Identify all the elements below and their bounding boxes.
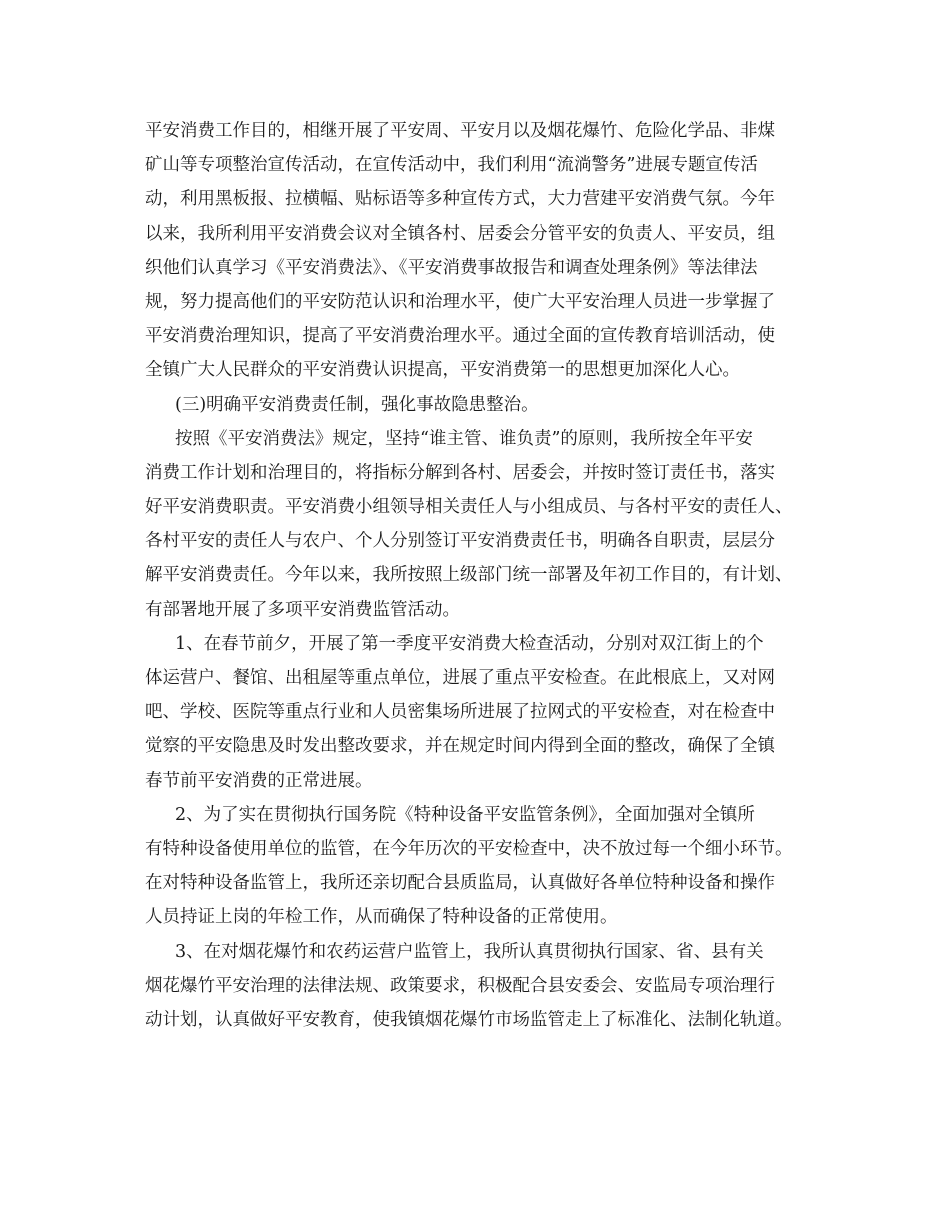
text-line: 春节前平安消费的正常进展。: [145, 770, 373, 791]
paragraph-first-line: 2、为了实在贯彻执行国务院《特种设备平安监管条例》，全面加强对全镇所: [175, 804, 755, 825]
text-line: 各村平安的责任人与农户、个人分别签订平安消费责任书，明确各自职责，层层分: [145, 531, 775, 552]
text-line: 人员持证上岗的年检工作，从而确保了特种设备的正常使用。: [145, 907, 618, 928]
text-line: 全镇广大人民群众的平安消费认识提高，平安消费第一的思想更加深化人心。: [145, 360, 740, 381]
text-line: 烟花爆竹平安治理的法律法规、政策要求，积极配合县安委会、安监局专项治理行: [145, 975, 775, 996]
text-line: 解平安消费责任。今年以来，我所按照上级部门统一部署及年初工作目的，有计划、: [145, 565, 793, 586]
text-line: 平安消费治理知识，提高了平安消费治理水平。通过全面的宣传教育培训活动，使: [145, 326, 775, 347]
paragraph-first-line: 按照《平安消费法》规定，坚持“谁主管、谁负责”的原则，我所按全年平安: [175, 428, 753, 449]
text-line: 矿山等专项整治宣传活动，在宣传活动中，我们利用“流淌警务”进展专题宣传活: [145, 155, 758, 176]
paragraph-first-line: 3、在对烟花爆竹和农药运营户监管上，我所认真贯彻执行国家、省、县有关: [175, 941, 764, 962]
text-line: 吧、学校、医院等重点行业和人员密集场所进展了拉网式的平安检查，对在检查中: [145, 702, 775, 723]
text-line: 平安消费工作目的，相继开展了平安周、平安月以及烟花爆竹、危险化学品、非煤: [145, 121, 775, 141]
text-line: 动计划，认真做好平安教育，使我镇烟花爆竹市场监管走上了标准化、法制化轨道。: [145, 1009, 793, 1030]
text-line: 织他们认真学习《平安消费法》、《平安消费事故报告和调查处理条例》等法律法: [145, 257, 758, 278]
text-line: 消费工作计划和治理目的，将指标分解到各村、居委会，并按时签订责任书，落实: [145, 462, 775, 483]
text-line: 在对特种设备监管上，我所还亲切配合县质监局，认真做好各单位特种设备和操作: [145, 873, 775, 894]
text-line: 有特种设备使用单位的监管，在今年历次的平安检查中，决不放过每一个细小环节。: [145, 838, 793, 859]
document-body: [145, 114, 835, 1037]
text-line: 觉察的平安隐患及时发出整改要求，并在规定时间内得到全面的整改，确保了全镇: [145, 736, 775, 757]
text-line: 规，努力提高他们的平安防范认识和治理水平，使广大平安治理人员进一步掌握了: [145, 291, 775, 312]
text-line: 动，利用黑板报、拉横幅、贴标语等多种宣传方式，大力营建平安消费气氛。今年: [145, 189, 775, 210]
paragraph-first-line: 1、在春节前夕，开展了第一季度平安消费大检查活动，分别对双江街上的个: [175, 633, 764, 654]
paragraph-first-line: (三)明确平安消费责任制，强化事故隐患整治。: [175, 394, 539, 415]
text-line: 体运营户、餐馆、出租屋等重点单位，进展了重点平安检查。在此根底上，又对网: [145, 668, 775, 688]
text-line: 有部署地开展了多项平安消费监管活动。: [145, 599, 460, 620]
text-line: 以来，我所利用平安消费会议对全镇各村、居委会分管平安的负责人、平安员，组: [145, 223, 775, 244]
text-line: 好平安消费职责。平安消费小组领导相关责任人与小组成员、与各村平安的责任人、: [145, 497, 793, 518]
